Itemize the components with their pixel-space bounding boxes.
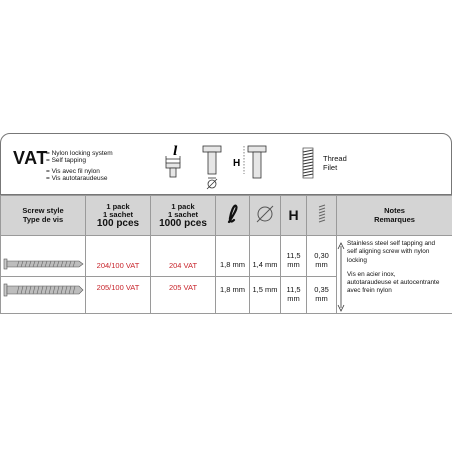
notes-cell xyxy=(337,236,452,314)
length-cell: 1,8 mm xyxy=(216,236,250,277)
screw-image-205 xyxy=(1,277,86,314)
thread-coil-icon xyxy=(302,147,314,179)
diameter-cell: 1,5 mm xyxy=(250,277,281,314)
thread-cell: 0,35 mm xyxy=(307,277,337,314)
ref-1000-cell: 204 VAT xyxy=(151,236,216,277)
height-cell: 11,5 mm xyxy=(281,277,307,314)
col-thread xyxy=(307,196,337,236)
screw-icon xyxy=(1,256,85,272)
notes-bracket-icon xyxy=(337,242,345,312)
height-h-label: H xyxy=(233,158,241,169)
diameter-icon xyxy=(255,204,275,224)
diameter-cell: 1,4 mm xyxy=(250,236,281,277)
thread-label-en: Thread xyxy=(323,154,347,163)
table-row xyxy=(1,236,452,277)
spec-table xyxy=(0,195,452,314)
length-l-label: l xyxy=(173,144,178,158)
description-en-2: = Self tapping xyxy=(46,157,86,164)
description-fr-2: = Vis autotaraudeuse xyxy=(46,175,108,182)
note-en-3: locking xyxy=(347,256,367,264)
note-en-1: Stainless steel self tapping and xyxy=(347,240,436,247)
col-pack-100: 1 pack 1 sachet 100 pces xyxy=(86,196,151,236)
height-cell: 11,5 mm xyxy=(281,236,307,277)
ref-100-cell: 204/100 VAT xyxy=(86,236,151,277)
screw-image-204 xyxy=(1,236,86,277)
table-header-row xyxy=(1,196,452,236)
col-diameter xyxy=(250,196,281,236)
thread-cell: 0,30 mm xyxy=(307,236,337,277)
ref-100-cell: 205/100 VAT xyxy=(86,277,151,314)
col-length xyxy=(216,196,250,236)
screw-icon xyxy=(1,281,85,299)
col-pack-1000: 1 pack 1 sachet 1000 pces xyxy=(151,196,216,236)
ref-1000-cell: 205 VAT xyxy=(151,277,216,314)
note-fr-3: avec frein nylon xyxy=(347,287,392,295)
thread-label-fr: Filet xyxy=(323,163,338,172)
length-l-icon xyxy=(225,204,241,224)
col-height: H xyxy=(281,196,307,236)
note-fr-2: autotaraudeuse et autocentrante xyxy=(347,279,440,287)
col-screw-style: Screw style Type de vis xyxy=(1,196,86,236)
note-fr-1: Vis en acier inox, xyxy=(347,270,396,278)
screw-dimension-diagram-icon xyxy=(160,142,275,194)
note-en-2: self aligning screw with nylon xyxy=(347,248,430,256)
col-notes: Notes Remarques xyxy=(337,196,452,236)
product-code: VAT xyxy=(13,148,48,168)
description-en-1: = Nylon locking system xyxy=(46,150,113,157)
thread-coil-small-icon xyxy=(318,204,326,224)
description-fr-1: = Vis avec fil nylon xyxy=(46,168,100,175)
length-cell: 1,8 mm xyxy=(216,277,250,314)
